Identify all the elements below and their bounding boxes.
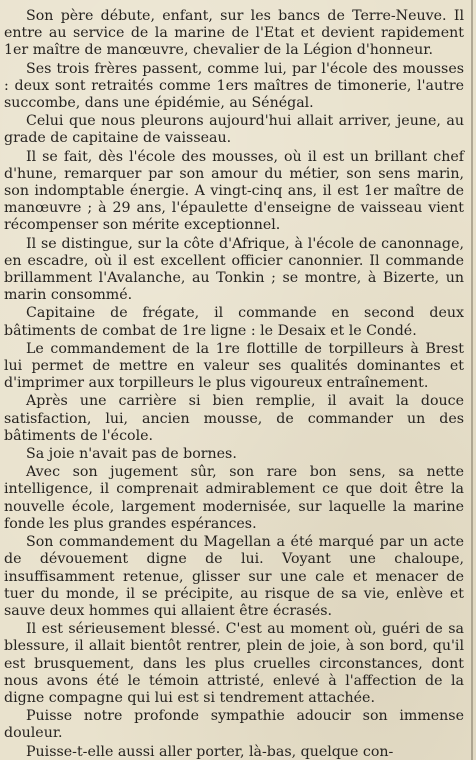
paragraph-1: Son père débute, enfant, sur les bancs de Terre-Neuve. Il entre au service de la marine de l'Etat et devient rapidement 1er maître de manœuvre, chevalier de la Légion d'honneur.	[4, 8, 464, 59]
paragraph-5: Il se distingue, sur la côte d'Afrique, à l'école de canonnage, en escadre, où il est excellent officier canonnier. Il commande brillamment l'Avalanche, au Tonkin ; se montre, à Bizerte, un marin consommé.	[4, 235, 464, 304]
paragraph-7: Le commandement de la 1re flottille de torpilleurs à Brest lui permet de mettre en valeur ses qualités dominantes et d'imprimer aux torpilleurs le plus vigoureux entraînement.	[4, 340, 464, 392]
paragraph-14: Puisse-t-elle aussi aller porter, là-bas, quelque con-	[26, 743, 394, 760]
paragraph-11: Son commandement du Magellan a été marqué par un acte de dévouement digne de lui. Voyant une chaloupe, insuffisamment retenue, glisser sur une cale et menacer de tuer du monde, il se précipite, au risque de sa vie, enlève et sauve deux hommes qui allaient être écrasés.	[4, 534, 464, 619]
paragraph-3: Celui que nous pleurons aujourd'hui allait arriver, jeune, au grade de capitaine de vaisseau.	[4, 113, 464, 147]
paragraph-13: Puisse notre profonde sympathie adoucir son immense douleur.	[4, 708, 464, 742]
column-rule	[471, 0, 473, 760]
paragraph-2: Ses trois frères passent, comme lui, par l'école des mousses : deux sont retraités comme 1ers maîtres de timonerie, l'autre succombe, dans une épidémie, au Sénégal.	[4, 60, 464, 112]
paragraph-10: Avec son jugement sûr, son rare bon sens, sa nette intelligence, il comprenait admirablement ce que doit être la nouvelle école, largement modernisée, sur laquelle la marine fonde les plus grandes espérances.	[4, 464, 464, 532]
paragraph-12: Il est sérieusement blessé. C'est au moment où, guéri de sa blessure, il allait bientôt rentrer, plein de joie, à son bord, qu'il est brusquement, dans les plus cruelles circonstances, dont nous avons été le témoin attristé, enlevé à l'affection de la digne compagne qui lui est si tendrement attachée.	[4, 621, 464, 706]
paragraph-9: Sa joie n'avait pas de bornes.	[26, 446, 237, 463]
paragraph-6: Capitaine de frégate, il commande en second deux bâtiments de combat de 1re ligne : le Desaix et le Condé.	[4, 305, 464, 339]
article-body	[4, 8, 464, 760]
paragraph-4: Il se fait, dès l'école des mousses, où il est un brillant chef d'hune, remarquer par son amour du métier, son sens marin, son indomptable énergie. A vingt-cinq ans, il est 1er maître de manœuvre ; à 29 ans, l'épaulette d'enseigne de vaisseau vient récompenser son mérite exceptionnel.	[4, 148, 464, 234]
paragraph-8: Après une carrière si bien remplie, il avait la douce satisfaction, lui, ancien mousse, de commander un des bâtiments de l'école.	[4, 393, 464, 444]
